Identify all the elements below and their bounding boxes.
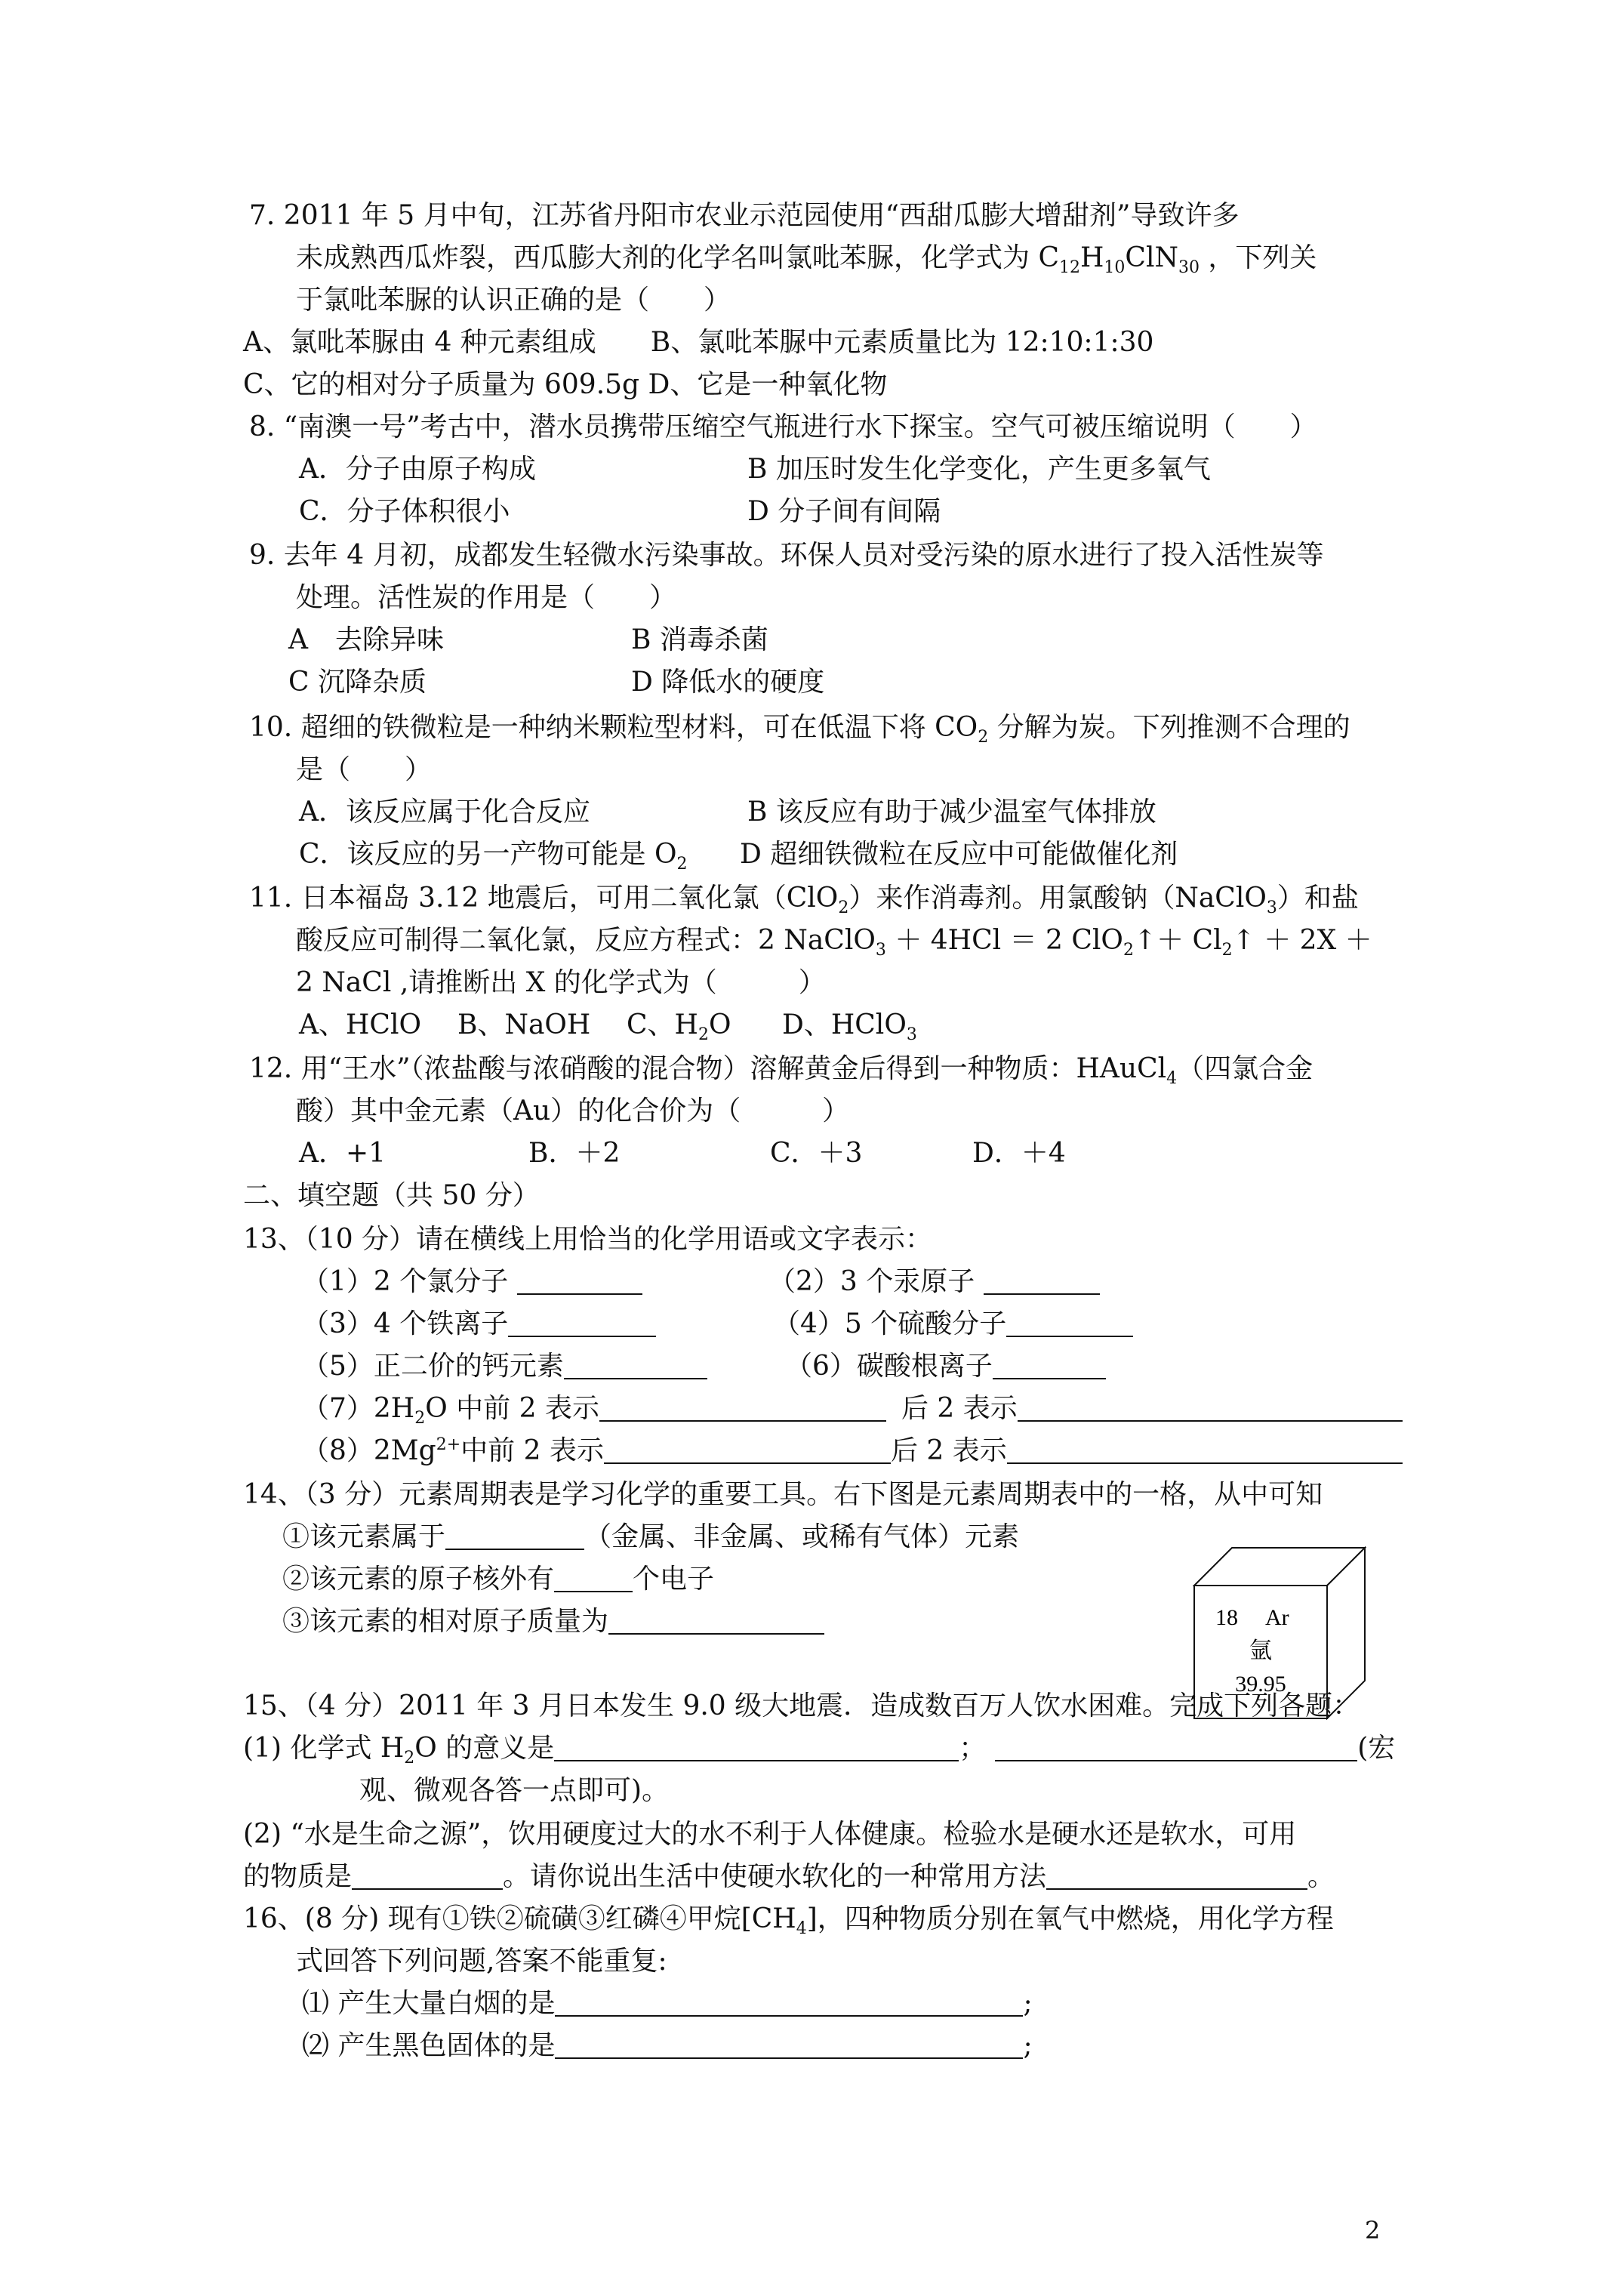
q12-line2: 酸）其中金元素（Au）的化合价为（ ） bbox=[296, 1096, 850, 1126]
subscript: 2 bbox=[838, 898, 849, 918]
subscript: 2 bbox=[1221, 941, 1233, 960]
q13-item6 bbox=[785, 1348, 1106, 1385]
q14-intro: 14、（3 分）元素周期表是学习化学的重要工具。右下图是元素周期表中的一格，从中可知 bbox=[243, 1479, 1323, 1510]
q7-options-ab: A、氯吡苯脲由 4 种元素组成 B、氯吡苯脲中元素质量比为 12:10:1:30 bbox=[243, 327, 1154, 358]
subscript: 10 bbox=[1104, 258, 1126, 278]
text: （7）2H bbox=[302, 1393, 415, 1424]
subscript: 2 bbox=[404, 1749, 415, 1768]
q14-item1 bbox=[282, 1519, 1019, 1555]
q16-item2 bbox=[302, 2028, 1033, 2064]
answer-blank[interactable] bbox=[564, 1352, 707, 1379]
answer-blank[interactable] bbox=[604, 1437, 891, 1464]
text: 中前 2 表示 bbox=[460, 1435, 604, 1466]
q13-item2 bbox=[768, 1264, 1100, 1300]
text: （3）4 个铁离子 bbox=[302, 1308, 509, 1339]
q8-line1: 8. “南澳一号”考古中，潜水员携带压缩空气瓶进行水下探宝。空气可被压缩说明（ ） bbox=[249, 411, 1317, 442]
q11-option-c bbox=[627, 1007, 731, 1043]
answer-blank[interactable] bbox=[1006, 1310, 1133, 1337]
q14-item2 bbox=[282, 1561, 714, 1598]
text: 后 2 表示 bbox=[901, 1393, 1018, 1424]
q12-line1 bbox=[249, 1051, 1313, 1087]
text: ＋ 4HCl ＝ 2 ClO bbox=[885, 925, 1123, 956]
q16-item1 bbox=[302, 1986, 1033, 2022]
subscript: 30 bbox=[1178, 258, 1200, 278]
atomic-number: 18 bbox=[1215, 1605, 1238, 1630]
q8-option-a: A．分子由原子构成 bbox=[299, 454, 536, 485]
text: (宏 bbox=[1357, 1733, 1396, 1764]
q9-option-a: A 去除异味 bbox=[288, 624, 444, 655]
text: （8）2Mg bbox=[302, 1435, 436, 1466]
text: D、HClO bbox=[782, 1009, 907, 1040]
superscript: 2+ bbox=[436, 1435, 461, 1454]
text: ③该元素的相对原子质量为 bbox=[282, 1606, 609, 1637]
answer-blank[interactable] bbox=[993, 1352, 1106, 1379]
text: 。 bbox=[1307, 1861, 1335, 1892]
answer-blank[interactable] bbox=[1046, 1863, 1307, 1890]
q7-line3: 于氯吡苯脲的认识正确的是（ ） bbox=[296, 285, 731, 316]
answer-blank[interactable] bbox=[517, 1268, 642, 1295]
text: （金属、非金属、或稀有气体）元素 bbox=[584, 1521, 1020, 1552]
text: C、H bbox=[627, 1009, 698, 1040]
q9-line2: 处理。活性炭的作用是（ ） bbox=[296, 582, 677, 613]
text: ； bbox=[959, 1733, 987, 1764]
text: H bbox=[1080, 242, 1104, 273]
q10-option-b: B 该反应有助于减少温室气体排放 bbox=[747, 797, 1156, 827]
text: 后 2 表示 bbox=[890, 1435, 1007, 1466]
answer-blank[interactable] bbox=[554, 1565, 633, 1592]
q13-item1 bbox=[302, 1264, 642, 1300]
answer-blank[interactable] bbox=[599, 1395, 886, 1422]
text: ⑴ 产生大量白烟的是 bbox=[302, 1988, 556, 2019]
subscript: 2 bbox=[698, 1025, 709, 1045]
q10-line2: 是（ ） bbox=[296, 754, 433, 785]
answer-blank[interactable] bbox=[508, 1310, 656, 1337]
text: ）来作消毒剂。用氯酸钠（NaClO bbox=[848, 883, 1267, 914]
answer-blank[interactable] bbox=[555, 1989, 1023, 2017]
q9-option-b: B 消毒杀菌 bbox=[631, 624, 768, 655]
q8-option-c: C．分子体积很小 bbox=[299, 496, 510, 527]
subscript: 4 bbox=[796, 1919, 807, 1939]
q7-line2 bbox=[296, 240, 1317, 276]
subscript: 4 bbox=[1166, 1069, 1178, 1089]
q11-option-a: A、HClO bbox=[299, 1009, 421, 1040]
text: ; bbox=[1023, 2030, 1033, 2061]
answer-blank[interactable] bbox=[555, 2032, 1023, 2059]
subscript: 3 bbox=[875, 941, 886, 960]
q15-part1-cont: 观、微观各答一点即可)。 bbox=[359, 1775, 670, 1806]
q14-item3 bbox=[282, 1604, 824, 1640]
text: 10. 超细的铁微粒是一种纳米颗粒型材料，可在低温下将 CO bbox=[249, 712, 978, 743]
q15-part2: (2) “水是生命之源”，饮用硬度过大的水不利于人体健康。检验水是硬水还是软水，可用 bbox=[243, 1819, 1297, 1850]
text: ; bbox=[1023, 1988, 1033, 2019]
element-name: 氩 bbox=[1249, 1638, 1272, 1664]
answer-blank[interactable] bbox=[1007, 1437, 1403, 1464]
text: ↑＋ Cl bbox=[1133, 925, 1222, 956]
answer-blank[interactable] bbox=[984, 1268, 1100, 1295]
q13-item3 bbox=[302, 1306, 656, 1342]
text: (1) 化学式 H bbox=[243, 1733, 405, 1764]
element-symbol: Ar bbox=[1265, 1605, 1289, 1630]
q9-option-d: D 降低水的硬度 bbox=[631, 667, 825, 698]
subscript: 2 bbox=[414, 1409, 426, 1428]
text: ⑵ 产生黑色固体的是 bbox=[302, 2030, 556, 2061]
text: 16、(8 分) 现有①铁②硫磺③红磷④甲烷[CH bbox=[243, 1903, 796, 1934]
q11-option-b: B、NaOH bbox=[457, 1009, 591, 1040]
answer-blank[interactable] bbox=[554, 1734, 959, 1761]
text: O bbox=[708, 1009, 731, 1040]
subscript: 3 bbox=[906, 1025, 917, 1045]
text: 的物质是 bbox=[243, 1861, 353, 1892]
subscript: 2 bbox=[1123, 941, 1134, 960]
text: （4）5 个硫酸分子 bbox=[773, 1308, 1007, 1339]
text: ClN bbox=[1125, 242, 1178, 273]
answer-blank[interactable] bbox=[608, 1607, 824, 1635]
q9-option-c: C 沉降杂质 bbox=[288, 667, 427, 698]
q13-intro: 13、（10 分）请在横线上用恰当的化学用语或文字表示： bbox=[243, 1224, 933, 1255]
q13-item8 bbox=[302, 1433, 1403, 1469]
text: 。请你说出生活中使硬水软化的一种常用方法 bbox=[503, 1861, 1047, 1892]
answer-blank[interactable] bbox=[1018, 1395, 1403, 1422]
text: O 的意义是 bbox=[414, 1733, 555, 1764]
subscript: 2 bbox=[676, 855, 688, 874]
q13-item5 bbox=[302, 1348, 707, 1385]
q11-line3: 2 NaCl ,请推断出 X 的化学式为（ ） bbox=[296, 967, 826, 998]
q7-line1: 7. 2011 年 5 月中旬，江苏省丹阳市农业示范园使用“西甜瓜膨大增甜剂”导致许多 bbox=[249, 200, 1240, 231]
answer-blank[interactable] bbox=[352, 1863, 503, 1890]
q16-intro2: 式回答下列问题,答案不能重复: bbox=[296, 1946, 667, 1977]
text: 个电子 bbox=[633, 1564, 715, 1595]
q13-item4 bbox=[773, 1306, 1133, 1342]
answer-blank[interactable] bbox=[445, 1523, 584, 1550]
q11-line2 bbox=[296, 923, 1372, 959]
text: ↑ ＋ 2X ＋ bbox=[1232, 925, 1372, 956]
subscript: 2 bbox=[978, 728, 989, 747]
text: 分解为炭。下列推测不合理的 bbox=[988, 712, 1350, 743]
subscript: 3 bbox=[1266, 898, 1277, 918]
text: ①该元素属于 bbox=[282, 1521, 446, 1552]
text: （2）3 个汞原子 bbox=[768, 1266, 975, 1297]
text: 12. 用“王水”（浓盐酸与浓硝酸的混合物）溶解黄金后得到一种物质：HAuCl bbox=[249, 1053, 1167, 1084]
text: 未成熟西瓜炸裂，西瓜膨大剂的化学名叫氯吡苯脲，化学式为 C bbox=[296, 242, 1059, 273]
q12-option-d: D．＋4 bbox=[972, 1138, 1066, 1169]
q16-intro1 bbox=[243, 1901, 1334, 1937]
q8-option-d: D 分子间有间隔 bbox=[747, 496, 941, 527]
text: ]，四种物质分别在氧气中燃烧，用化学方程 bbox=[806, 1903, 1334, 1934]
q10-line1 bbox=[249, 710, 1350, 746]
q9-line1: 9. 去年 4 月初，成都发生轻微水污染事故。环保人员对受污染的原水进行了投入活性炭等 bbox=[249, 540, 1324, 571]
text: （1）2 个氯分子 bbox=[302, 1266, 509, 1297]
text: （5）正二价的钙元素 bbox=[302, 1351, 564, 1382]
q15-part2-cont bbox=[243, 1859, 1335, 1895]
atomic-mass: 39.95 bbox=[1235, 1672, 1286, 1697]
text: O 中前 2 表示 bbox=[425, 1393, 599, 1424]
q10-option-a: A．该反应属于化合反应 bbox=[299, 797, 590, 827]
q12-option-b: B．＋2 bbox=[528, 1138, 621, 1169]
q8-option-b: B 加压时发生化学变化，产生更多氧气 bbox=[747, 454, 1211, 485]
q13-item7 bbox=[302, 1391, 1403, 1427]
subscript: 12 bbox=[1059, 258, 1080, 278]
text: ）和盐 bbox=[1277, 883, 1359, 914]
text: 酸反应可制得二氧化氯，反应方程式：2 NaClO bbox=[296, 925, 876, 956]
q12-option-a: A．+1 bbox=[299, 1138, 387, 1169]
q10-option-c bbox=[299, 837, 688, 873]
text: （6）碳酸根离子 bbox=[785, 1351, 993, 1382]
q10-option-d: D 超细铁微粒在反应中可能做催化剂 bbox=[740, 839, 1178, 870]
text: ②该元素的原子核外有 bbox=[282, 1564, 555, 1595]
q12-option-c: C．＋3 bbox=[770, 1138, 863, 1169]
q15-intro: 15、（4 分）2011 年 3 月日本发生 9.0 级大地震．造成数百万人饮水困难。完成下列各题： bbox=[243, 1690, 1360, 1721]
page-number: 2 bbox=[1365, 2216, 1381, 2245]
q7-options-cd: C、它的相对分子质量为 609.5g D、它是一种氧化物 bbox=[243, 369, 888, 400]
text: C．该反应的另一产物可能是 O bbox=[299, 839, 677, 870]
section-heading: 二、填空题（共 50 分） bbox=[243, 1180, 540, 1211]
q11-line1 bbox=[249, 880, 1359, 917]
q15-part1 bbox=[243, 1730, 1395, 1767]
q11-option-d bbox=[782, 1007, 917, 1043]
text: ，下列关 bbox=[1199, 242, 1317, 273]
text: 11. 日本福岛 3.12 地震后，可用二氧化氯（ClO bbox=[249, 883, 839, 914]
text: （四氯合金 bbox=[1177, 1053, 1313, 1084]
answer-blank[interactable] bbox=[995, 1734, 1357, 1761]
